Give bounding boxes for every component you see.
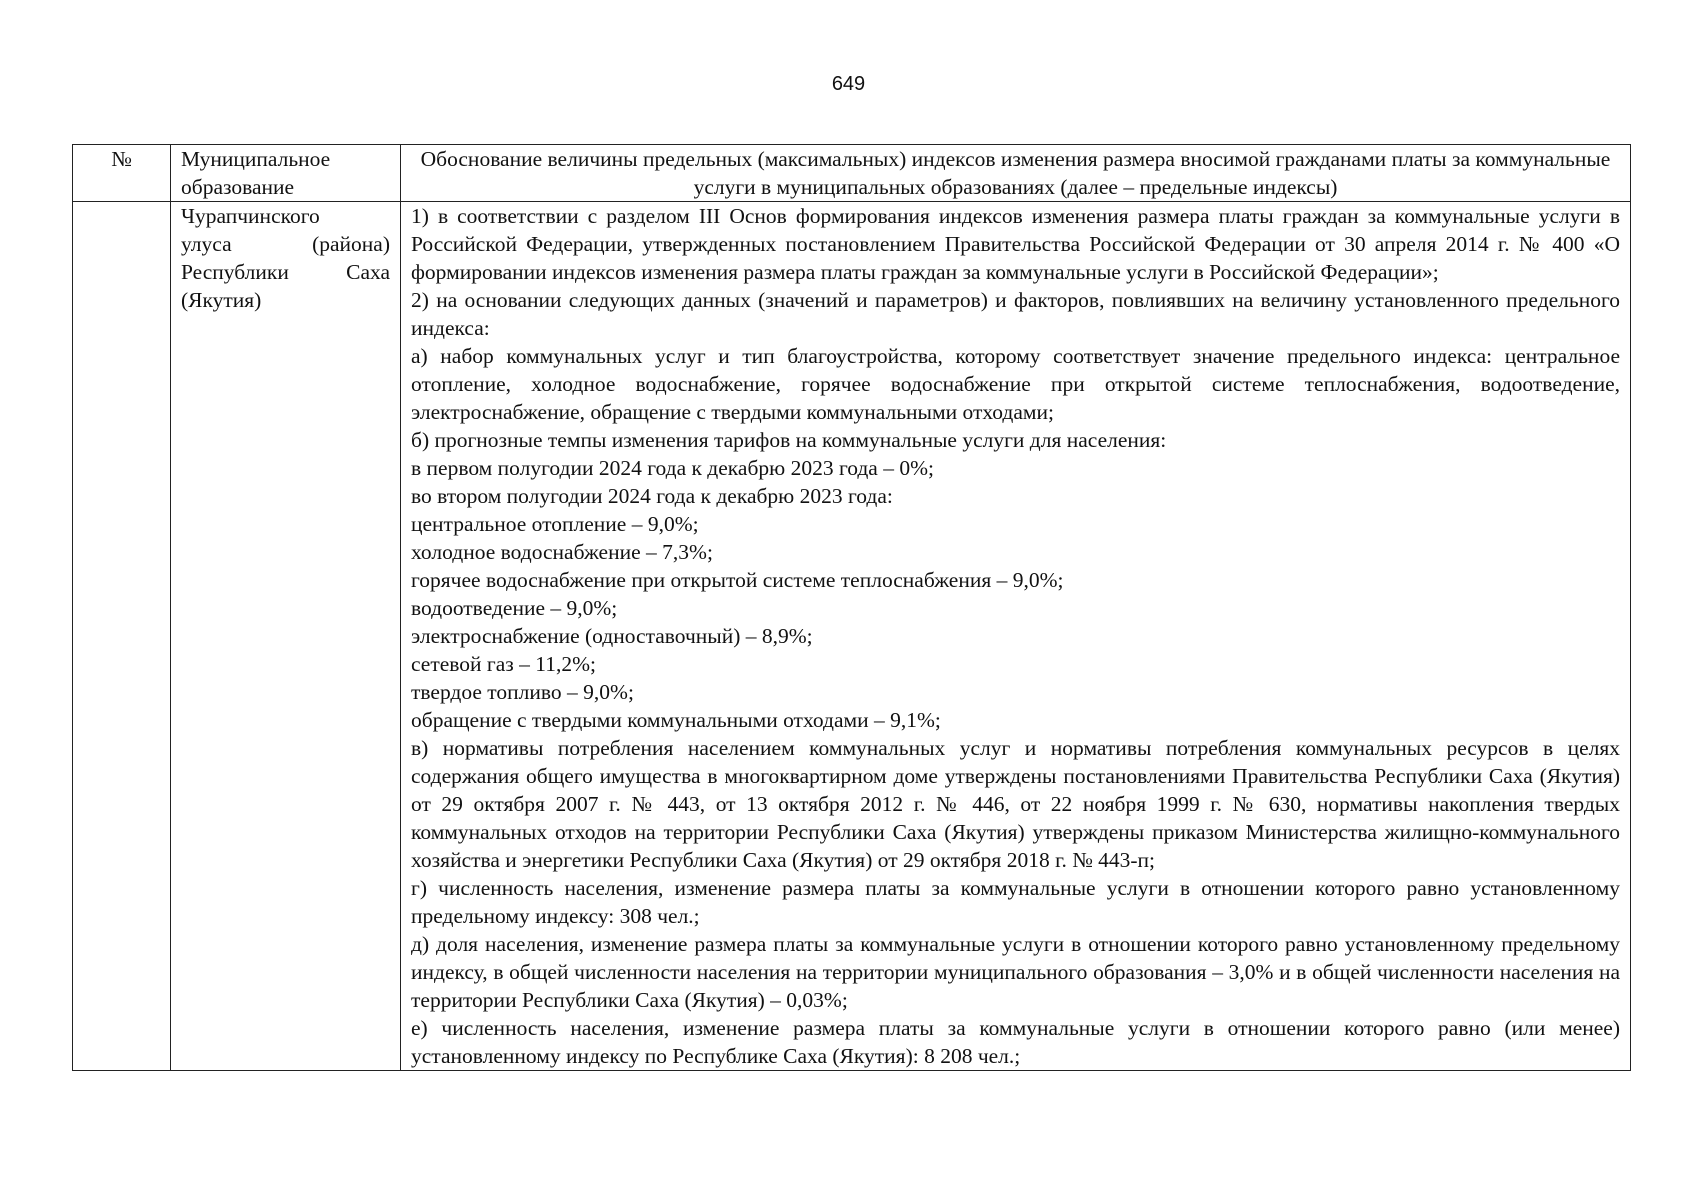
paragraph-factors-intro: 2) на основании следующих данных (значений и параметров) и факторов, повлиявших на величину установленного предельного индекса: (411, 288, 1620, 340)
paragraph-gas: сетевой газ – 11,2%; (411, 652, 596, 676)
paragraph-second-half: во втором полугодии 2024 года к декабрю 2023 года: (411, 484, 893, 508)
paragraph-population: г) численность населения, изменение размера платы за коммунальные услуги в отношении которого равно установленному предельному индексу: 308 чел.; (411, 876, 1620, 928)
table-row (73, 202, 1631, 1071)
paragraph-solid-fuel: твердое топливо – 9,0%; (411, 680, 634, 704)
row-number-cell (73, 202, 171, 1071)
justification-table (72, 144, 1631, 1071)
paragraph-cold-water: холодное водоснабжение – 7,3%; (411, 540, 713, 564)
paragraph-norms: в) нормативы потребления населением коммунальных услуг и нормативы потребления коммунальных ресурсов в целях содержания общего имущества в многоквартирном доме утверждены постановлениями Правительства Республики Саха (Якутия) от 29 октября 2007 г. № 443, от 13 октября 2012 г. № 446, от 22 ноября 1999 г. № 630, нормативы накопления твердых коммунальных отходов на территории Республики Саха (Якутия) утверждены приказом Министерства жилищно-коммунального хозяйства и энергетики Республики Саха (Якутия) от 29 октября 2018 г. № 443-п; (411, 736, 1620, 872)
municipality-line: улуса (района) (181, 232, 390, 256)
paragraph-population-share: д) доля населения, изменение размера платы за коммунальные услуги в отношении которого равно установленному предельному индексу, в общей численности населения на территории муниципального образования – 3,0% и в общей численности населения на территории Республики Саха (Якутия) – 0,03%; (411, 932, 1620, 1012)
paragraph-first-half: в первом полугодии 2024 года к декабрю 2023 года – 0%; (411, 456, 934, 480)
justification-cell (401, 202, 1631, 1071)
municipality-cell (171, 202, 401, 1071)
municipality-line: Чурапчинского (181, 204, 320, 228)
paragraph-hot-water: горячее водоснабжение при открытой системе теплоснабжения – 9,0%; (411, 568, 1064, 592)
paragraph-services-set: а) набор коммунальных услуг и тип благоустройства, которому соответствует значение предельного индекса: центральное отопление, холодное водоснабжение, горячее водоснабжение при открытой системе теплоснабжения, водоотведение, электроснабжение, обращение с твердыми коммунальными отходами; (411, 344, 1620, 424)
paragraph-electricity: электроснабжение (одноставочный) – 8,9%; (411, 624, 813, 648)
municipality-line: Республики Саха (181, 260, 390, 284)
paragraph-heating: центральное отопление – 9,0%; (411, 512, 699, 536)
page-number: 649 (831, 73, 866, 95)
paragraph-sewerage: водоотведение – 9,0%; (411, 596, 618, 620)
paragraph-legal-basis: 1) в соответствии с разделом III Основ формирования индексов изменения размера платы граждан за коммунальные услуги в Российской Федерации, утвержденных постановлением Правительства Российской Федерации от 30 апреля 2014 г. № 400 «О формировании индексов изменения размера платы граждан за коммунальные услуги в Российской Федерации»; (411, 204, 1620, 284)
paragraph-tariff-rates-intro: б) прогнозные темпы изменения тарифов на коммунальные услуги для населения: (411, 428, 1167, 452)
header-justification: Обоснование величины предельных (максимальных) индексов изменения размера вносимой гражданами платы за коммунальные услуги в муниципальных образованиях (далее – предельные индексы) (401, 145, 1631, 202)
paragraph-population-republic: е) численность населения, изменение размера платы за коммунальные услуги в отношении которого равно (или менее) установленному индексу по Республике Саха (Якутия): 8 208 чел.; (411, 1016, 1620, 1068)
paragraph-waste: обращение с твердыми коммунальными отходами – 9,1%; (411, 708, 941, 732)
municipality-line: (Якутия) (181, 288, 262, 312)
table-header-row (73, 145, 1631, 202)
header-number: № (73, 145, 171, 202)
header-municipality: Муниципальное образование (171, 145, 401, 202)
